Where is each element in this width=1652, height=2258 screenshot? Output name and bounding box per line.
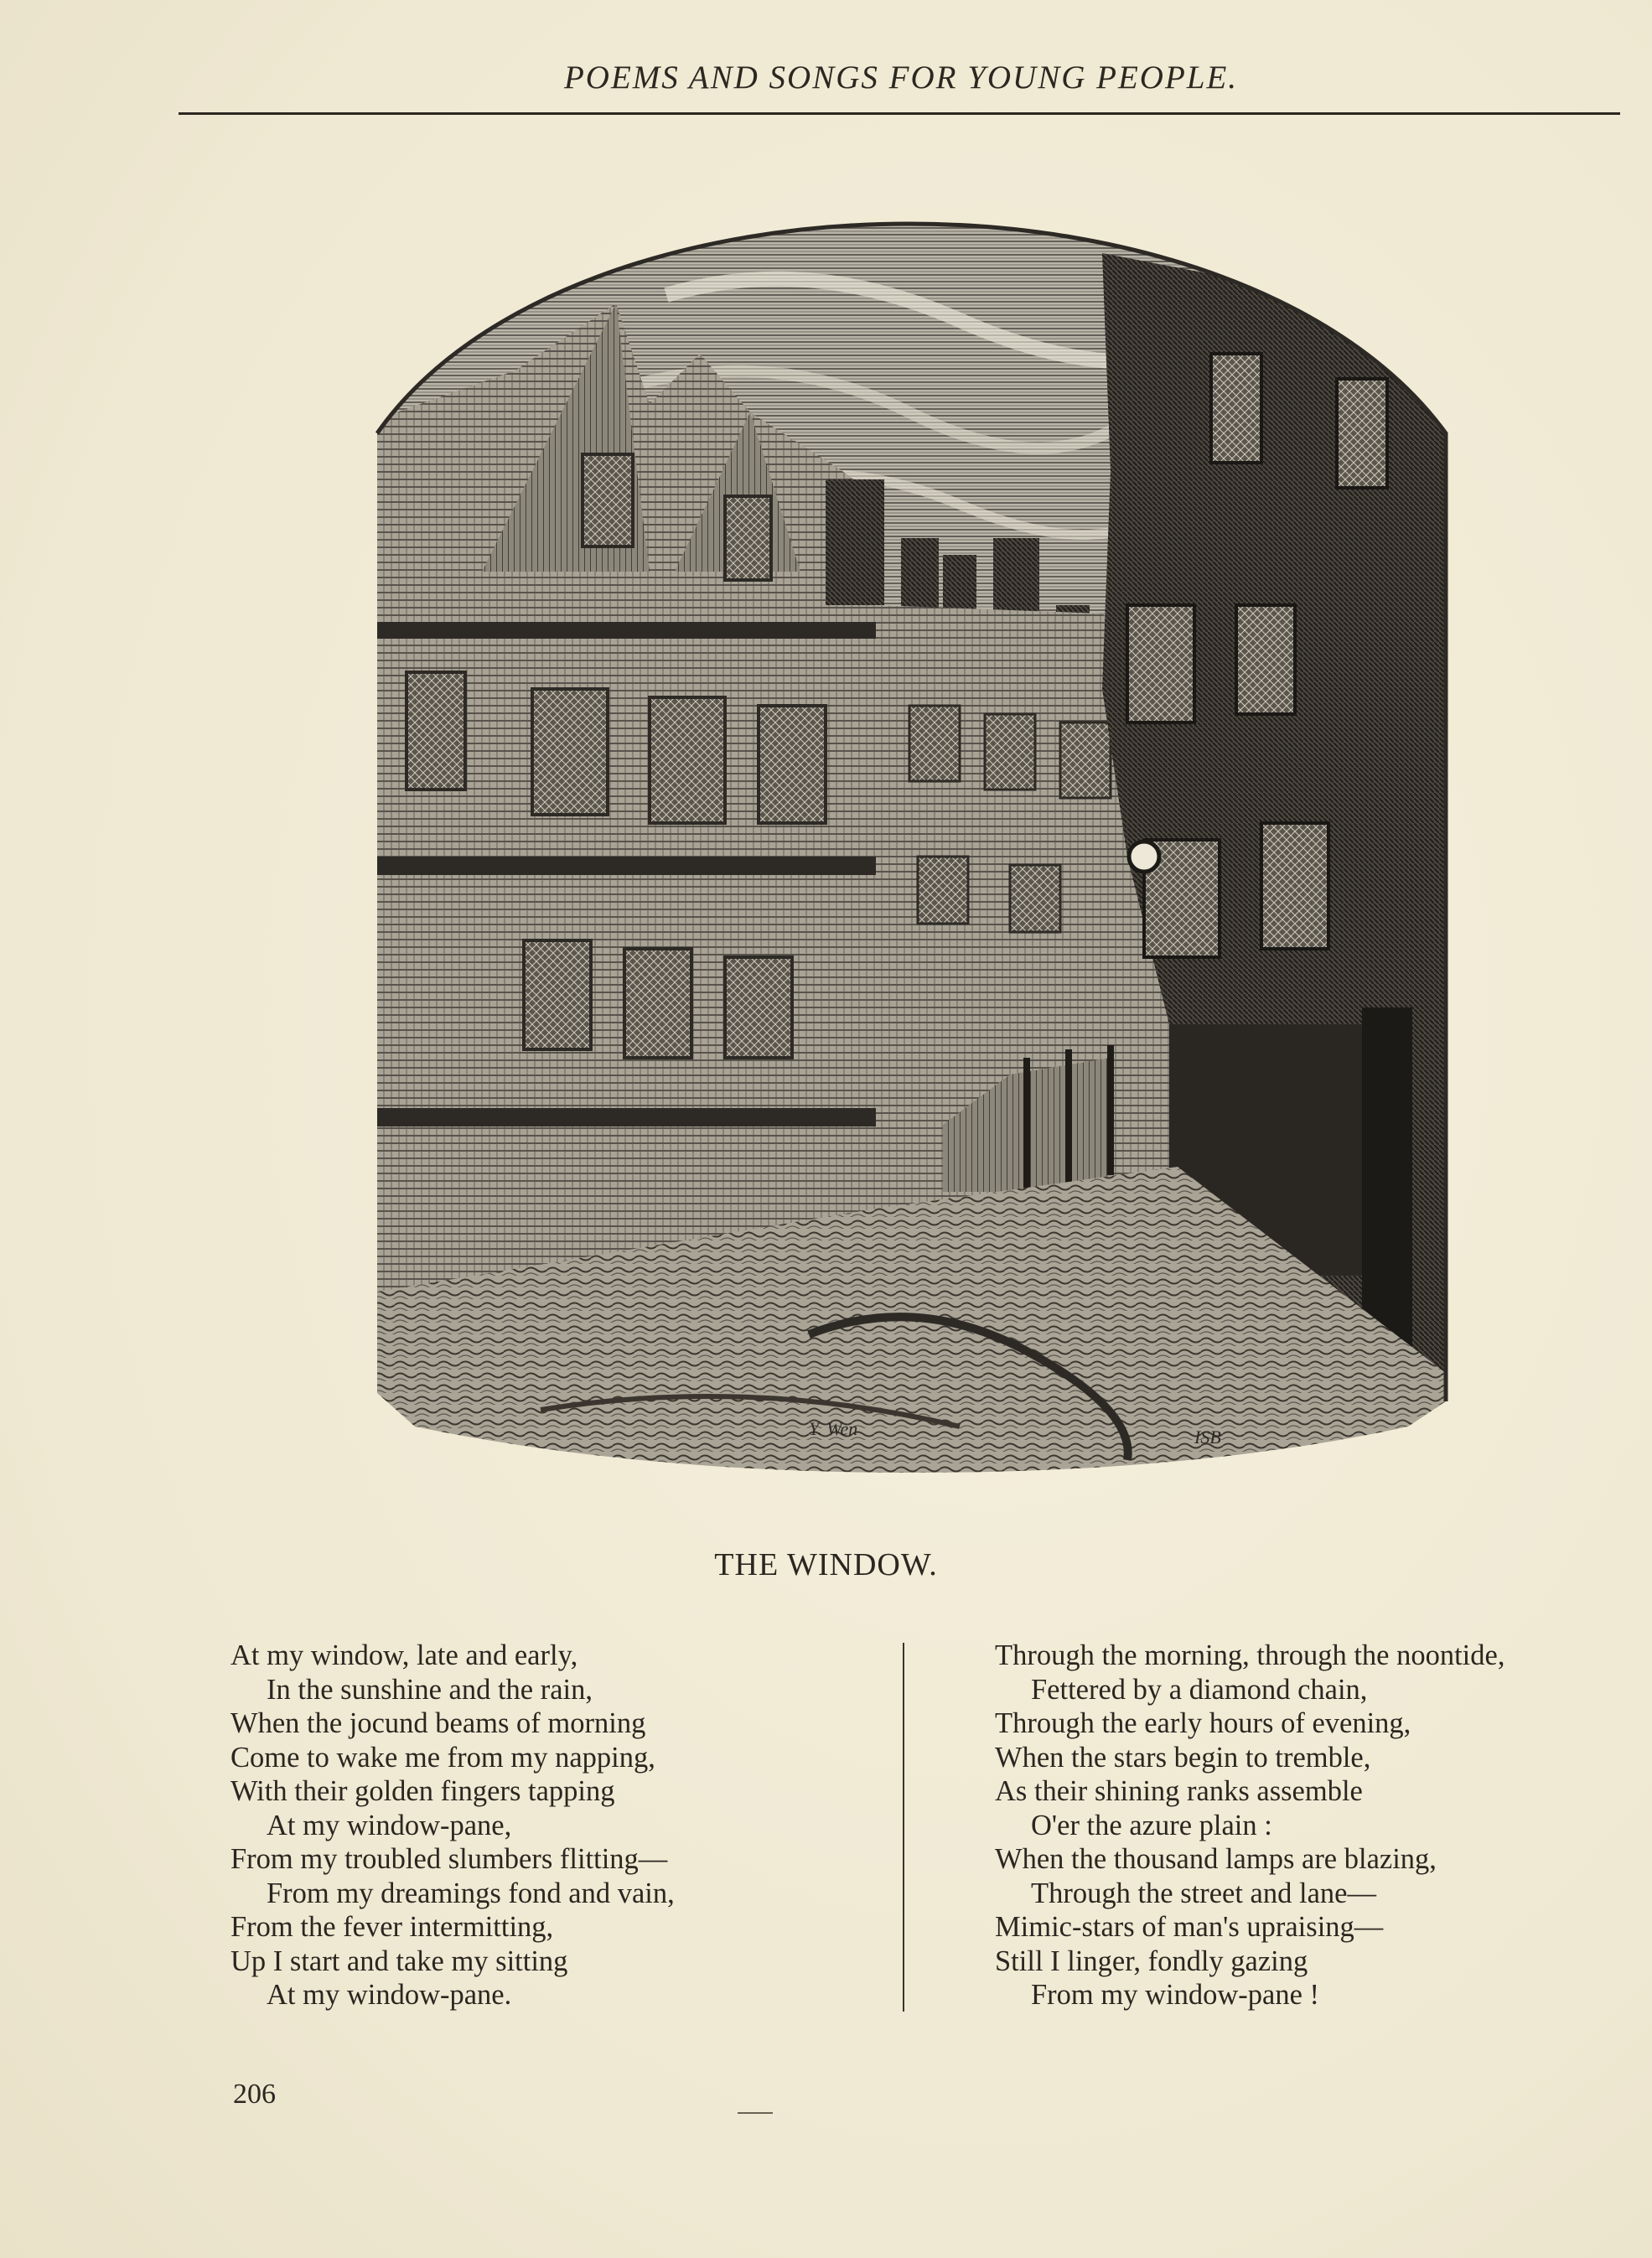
engraver-signature-left: Y. Wen [809,1418,858,1439]
poem-line: Through the early hours of evening, [995,1707,1411,1739]
poem-line: Through the morning, through the noontide, [995,1639,1505,1671]
poem-line: When the thousand lamps are blazing, [995,1843,1437,1875]
poem-line: In the sunshine and the rain, [267,1673,593,1706]
poem-line: From my window-pane ! [1031,1979,1319,2011]
poem-line: At my window-pane. [267,1979,512,2011]
poem-title: THE WINDOW. [714,1547,938,1582]
poem-line: Fettered by a diamond chain, [1031,1673,1368,1706]
poem-line: Through the street and lane— [1031,1877,1376,1909]
poem-line: Mimic-stars of man's upraising— [995,1911,1384,1943]
engraving-illustration [373,220,1450,1477]
poem-line: When the stars begin to tremble, [995,1741,1371,1774]
poem-line: Come to wake me from my napping, [230,1741,655,1774]
poem-line: Still I linger, fondly gazing [995,1945,1308,1977]
poem-line: At my window-pane, [267,1809,512,1841]
poem-line: At my window, late and early, [230,1639,578,1671]
poem-line: O'er the azure plain : [1031,1809,1272,1841]
engraver-signature-right: ISB [1194,1427,1221,1448]
poem-line: Up I start and take my sitting [230,1945,568,1977]
poem-line: From the fever intermitting, [230,1911,554,1943]
signature-mark [738,2112,773,2114]
column-rule [903,1643,904,2012]
poem-line: With their golden fingers tapping [230,1775,615,1807]
poem-line: As their shining ranks assemble [995,1775,1363,1807]
page-number: 206 [233,2079,276,2110]
poem-right-column [995,1639,1632,2012]
poem-left-column [230,1639,867,2012]
running-head: POEMS AND SONGS FOR YOUNG PEOPLE. [563,60,1239,96]
poem-line: From my dreamings fond and vain, [267,1877,675,1909]
header-rule [179,112,1620,115]
poem-line: From my troubled slumbers flitting— [230,1843,668,1875]
poem-line: When the jocund beams of morning [230,1707,646,1739]
